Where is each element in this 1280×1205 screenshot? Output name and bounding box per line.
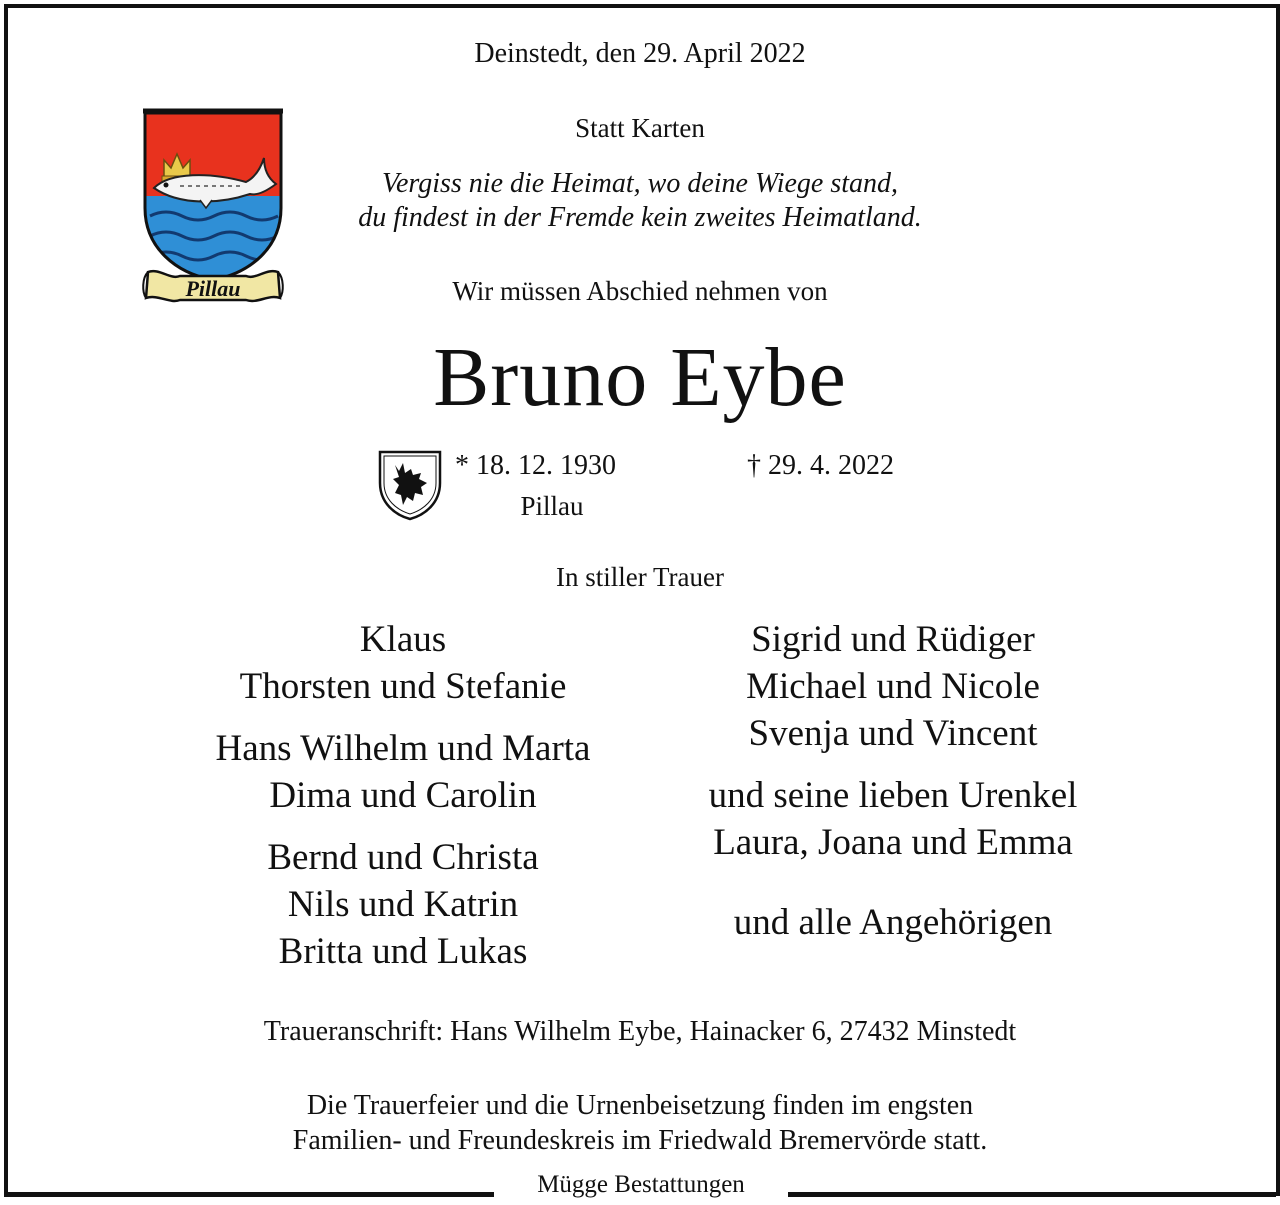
- mourner-line: Britta und Lukas: [278, 931, 528, 972]
- mourner-line: Klaus: [359, 619, 447, 660]
- mourner-group-right-3: [643, 899, 1143, 946]
- elk-head-shield-icon: [377, 449, 443, 521]
- place-date: Deinstedt, den 29. April 2022: [474, 38, 806, 69]
- farewell-intro: Wir müssen Abschied nehmen von: [452, 276, 828, 306]
- statt-karten: Statt Karten: [575, 113, 705, 143]
- mourner-line: Michael und Nicole: [746, 666, 1040, 707]
- mourner-group-left-2: [153, 725, 653, 819]
- verse-line-2: du findest in der Fremde kein zweites Heimatland.: [358, 202, 922, 233]
- mourning-address: Traueranschrift: Hans Wilhelm Eybe, Hainacker 6, 27432 Minstedt: [263, 1016, 1017, 1047]
- mourner-group-left-1: [153, 616, 653, 710]
- verse-line-1: Vergiss nie die Heimat, wo deine Wiege stand,: [381, 168, 899, 199]
- mourner-line: Nils und Katrin: [287, 884, 519, 925]
- mourner-group-left-3: [153, 834, 653, 975]
- mourner-line: und seine lieben Urenkel: [708, 775, 1078, 816]
- mourner-line: Thorsten und Stefanie: [239, 666, 567, 707]
- mourner-line: Dima und Carolin: [269, 775, 537, 816]
- mourner-group-right-1: [643, 616, 1143, 757]
- ceremony-line-2: Familien- und Freundeskreis im Friedwald Bremervörde statt.: [292, 1125, 988, 1156]
- mourning-intro: In stiller Trauer: [556, 562, 724, 592]
- mourner-line: Laura, Joana und Emma: [713, 822, 1073, 863]
- mourner-line: Sigrid und Rüdiger: [751, 619, 1035, 660]
- crest-banner-text: Pillau: [185, 276, 241, 301]
- birth-date: * 18. 12. 1930: [455, 450, 616, 481]
- mourner-line: Bernd und Christa: [267, 837, 539, 878]
- mourner-line: Hans Wilhelm und Marta: [215, 728, 591, 769]
- undertaker-name: Mügge Bestattungen: [537, 1171, 745, 1198]
- death-date: † 29. 4. 2022: [747, 450, 894, 481]
- birthplace: Pillau: [520, 491, 584, 521]
- mourner-line: und alle Angehörigen: [733, 902, 1053, 943]
- mourner-group-right-2: [643, 772, 1143, 866]
- ceremony-line-1: Die Trauerfeier und die Urnenbeisetzung finden im engsten: [306, 1090, 974, 1121]
- deceased-name: Bruno Eybe: [433, 331, 847, 424]
- bottom-rule-left: [4, 1192, 494, 1197]
- bottom-rule-right: [788, 1192, 1276, 1197]
- mourner-line: Svenja und Vincent: [748, 713, 1038, 754]
